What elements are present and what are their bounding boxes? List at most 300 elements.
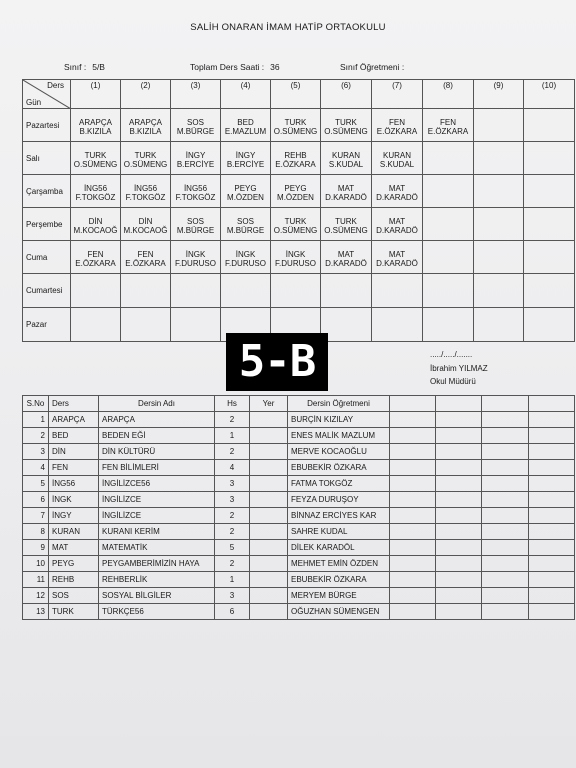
course-empty <box>529 492 575 508</box>
principal-title: Okul Müdürü <box>430 377 476 386</box>
course-no: 6 <box>23 492 49 508</box>
course-hours: 2 <box>215 412 250 428</box>
lesson-cell-content <box>423 323 473 326</box>
course-hours: 1 <box>215 428 250 444</box>
course-name: PEYGAMBERİMİZİN HAYA <box>99 556 215 572</box>
lesson-cell <box>474 142 524 175</box>
course-empty <box>482 540 529 556</box>
lesson-cell-content <box>372 148 422 169</box>
course-code: İNGK <box>49 492 99 508</box>
lesson-subject: FEN <box>389 117 405 127</box>
course-empty <box>482 572 529 588</box>
lesson-cell <box>71 175 121 208</box>
header-ders: Ders <box>49 396 99 412</box>
lesson-subject: FEN <box>87 249 104 259</box>
lesson-cell-content <box>71 214 120 235</box>
lesson-cell <box>423 142 474 175</box>
course-empty <box>529 444 575 460</box>
course-empty <box>436 524 482 540</box>
lesson-cell <box>221 208 271 241</box>
lesson-cell-content <box>372 247 422 268</box>
lesson-cell <box>121 142 171 175</box>
course-row <box>23 588 575 604</box>
total-hours-value: 36 <box>270 62 280 72</box>
class-value: 5/B <box>92 62 105 72</box>
course-empty <box>529 572 575 588</box>
lesson-cell <box>71 308 121 342</box>
lesson-cell-content <box>171 181 220 202</box>
lesson-cell <box>171 241 221 274</box>
course-empty <box>390 588 436 604</box>
lesson-cell-content <box>372 214 422 235</box>
course-no: 2 <box>23 428 49 444</box>
course-row <box>23 540 575 556</box>
course-empty <box>529 412 575 428</box>
period-header: (9) <box>474 80 524 109</box>
period-header: (2) <box>121 80 171 109</box>
header-empty <box>390 396 436 412</box>
lesson-cell-content <box>474 190 523 193</box>
period-header: (8) <box>423 80 474 109</box>
lesson-cell <box>171 308 221 342</box>
lesson-cell-content <box>423 157 473 160</box>
timetable-row-cuma <box>23 241 575 274</box>
course-teacher: MERYEM BÜRGE <box>288 588 390 604</box>
course-empty <box>436 588 482 604</box>
lesson-teacher: O.SÜMENG <box>73 159 118 169</box>
lesson-teacher: E.ÖZKARA <box>427 126 469 136</box>
lesson-cell-content <box>121 323 170 326</box>
course-no: 7 <box>23 508 49 524</box>
course-teacher: EBUBEKİR ÖZKARA <box>288 572 390 588</box>
lesson-cell <box>423 308 474 342</box>
course-name: BEDEN EĞİ <box>99 428 215 444</box>
lesson-cell <box>221 241 271 274</box>
course-room <box>250 556 288 572</box>
lesson-subject: İNG56 <box>83 183 108 193</box>
course-empty <box>390 412 436 428</box>
lesson-cell-content <box>221 181 270 202</box>
course-room <box>250 460 288 476</box>
lesson-cell <box>524 142 575 175</box>
header-empty <box>436 396 482 412</box>
lesson-teacher: F.TOKGÖZ <box>75 192 116 202</box>
course-teacher: BURÇİN KIZILAY <box>288 412 390 428</box>
course-empty <box>482 492 529 508</box>
lesson-subject: TURK <box>284 216 307 226</box>
course-teacher: DİLEK KARADÖL <box>288 540 390 556</box>
lesson-cell-content <box>372 289 422 292</box>
lesson-subject: TURK <box>335 216 357 226</box>
lesson-cell <box>321 241 372 274</box>
lesson-teacher: M.KOCAOĞ <box>123 225 168 235</box>
period-header: (4) <box>221 80 271 109</box>
lesson-subject: İNGY <box>185 150 206 160</box>
course-room <box>250 524 288 540</box>
lesson-cell-content <box>474 289 523 292</box>
lesson-cell-content <box>524 157 574 160</box>
lesson-cell-content <box>321 247 371 268</box>
course-empty <box>482 588 529 604</box>
lesson-cell-content <box>321 148 371 169</box>
lesson-teacher: O.SÜMENG <box>123 159 168 169</box>
header-hs: Hs <box>215 396 250 412</box>
school-name: SALİH ONARAN İMAM HATİP ORTAOKULU <box>190 22 386 33</box>
lesson-cell-content <box>423 190 473 193</box>
lesson-teacher: E.ÖZKARA <box>125 258 166 268</box>
course-name: İNGİLİZCE <box>99 492 215 508</box>
course-row <box>23 444 575 460</box>
lesson-cell-content <box>423 256 473 259</box>
lesson-cell-content <box>474 157 523 160</box>
lesson-teacher: M.BÜRGE <box>176 126 215 136</box>
lesson-cell <box>423 241 474 274</box>
course-empty <box>482 524 529 540</box>
lesson-cell-content <box>71 148 120 169</box>
lesson-teacher: E.ÖZKARA <box>275 159 316 169</box>
corner-ders-label: Ders <box>47 81 64 90</box>
course-row <box>23 412 575 428</box>
course-empty <box>529 524 575 540</box>
course-no: 8 <box>23 524 49 540</box>
lesson-cell <box>474 109 524 142</box>
class-big-label: 5-B <box>226 333 328 391</box>
lesson-cell <box>372 274 423 308</box>
lesson-cell <box>71 109 121 142</box>
lesson-cell-content <box>474 323 523 326</box>
lesson-cell <box>171 175 221 208</box>
lesson-teacher: F.TOKGÖZ <box>175 192 216 202</box>
lesson-cell <box>171 274 221 308</box>
lesson-teacher: D.KARADÖ <box>376 192 418 202</box>
lesson-cell-content <box>71 181 120 202</box>
course-name: SOSYAL BİLGİLER <box>99 588 215 604</box>
course-teacher: OĞUZHAN SÜMENGEN <box>288 604 390 620</box>
period-header: (1) <box>71 80 121 109</box>
course-name: DİN KÜLTÜRÜ <box>99 444 215 460</box>
lesson-cell-content <box>171 115 220 136</box>
course-name: ARAPÇA <box>99 412 215 428</box>
lesson-cell-content <box>524 289 574 292</box>
day-label: Çarşamba <box>23 175 71 208</box>
lesson-cell <box>372 208 423 241</box>
lesson-cell-content <box>121 214 170 235</box>
course-empty <box>436 492 482 508</box>
lesson-cell-content <box>321 115 371 136</box>
lesson-cell <box>524 274 575 308</box>
lesson-cell-content <box>524 323 574 326</box>
lesson-cell-content <box>321 323 371 326</box>
lesson-subject: İNG56 <box>133 183 158 193</box>
course-empty <box>390 460 436 476</box>
lesson-subject: MAT <box>337 249 355 259</box>
course-empty <box>529 556 575 572</box>
course-name: MATEMATİK <box>99 540 215 556</box>
lesson-cell <box>321 274 372 308</box>
course-empty <box>390 476 436 492</box>
course-hours: 5 <box>215 540 250 556</box>
course-empty <box>436 540 482 556</box>
lesson-cell-content <box>121 115 170 136</box>
lesson-teacher: M.BÜRGE <box>176 225 215 235</box>
lesson-subject: SOS <box>187 117 204 127</box>
lesson-cell <box>271 175 321 208</box>
lesson-cell <box>121 274 171 308</box>
lesson-teacher: D.KARADÖ <box>325 258 367 268</box>
course-empty <box>390 572 436 588</box>
lesson-cell-content <box>321 289 371 292</box>
lesson-cell-content <box>321 181 371 202</box>
lesson-cell <box>271 109 321 142</box>
course-name: TÜRKÇE56 <box>99 604 215 620</box>
lesson-subject: İNGK <box>235 249 256 259</box>
lesson-cell <box>221 274 271 308</box>
lesson-subject: TURK <box>335 117 357 127</box>
timetable-row-çarşamba <box>23 175 575 208</box>
lesson-teacher: E.ÖZKARA <box>376 126 418 136</box>
lesson-cell <box>372 175 423 208</box>
course-row <box>23 476 575 492</box>
course-name: REHBERLİK <box>99 572 215 588</box>
day-label: Perşembe <box>23 208 71 241</box>
course-hours: 2 <box>215 508 250 524</box>
lesson-cell <box>121 241 171 274</box>
lesson-cell <box>121 109 171 142</box>
course-teacher: FEYZA DURUŞOY <box>288 492 390 508</box>
course-empty <box>482 428 529 444</box>
course-room <box>250 492 288 508</box>
lesson-cell <box>321 308 372 342</box>
course-empty <box>529 460 575 476</box>
lesson-cell <box>121 175 171 208</box>
lesson-subject: TURK <box>284 117 307 127</box>
lesson-cell <box>372 241 423 274</box>
lesson-subject: İNGY <box>235 150 256 160</box>
lesson-teacher: B.KIZILA <box>79 126 112 136</box>
lesson-cell-content <box>121 148 170 169</box>
lesson-cell-content <box>271 115 320 136</box>
lesson-cell <box>372 308 423 342</box>
lesson-cell-content <box>423 115 473 136</box>
course-empty <box>529 428 575 444</box>
lesson-subject: ARAPÇA <box>129 117 162 127</box>
lesson-cell-content <box>221 323 270 326</box>
course-code: DİN <box>49 444 99 460</box>
lesson-cell-content <box>171 323 220 326</box>
course-hours: 2 <box>215 524 250 540</box>
lesson-cell <box>423 175 474 208</box>
course-no: 10 <box>23 556 49 572</box>
lesson-cell <box>524 208 575 241</box>
course-empty <box>482 460 529 476</box>
lesson-cell-content <box>271 214 320 235</box>
course-room <box>250 444 288 460</box>
lesson-teacher: E.MAZLUM <box>224 126 267 136</box>
course-row <box>23 524 575 540</box>
lesson-cell <box>221 142 271 175</box>
course-empty <box>390 540 436 556</box>
lesson-cell <box>271 208 321 241</box>
lesson-cell-content <box>221 214 270 235</box>
lesson-teacher: O.SÜMENG <box>273 225 318 235</box>
lesson-cell-content <box>221 247 270 268</box>
lesson-subject: DİN <box>138 216 153 226</box>
course-empty <box>482 604 529 620</box>
course-hours: 1 <box>215 572 250 588</box>
lesson-cell-content <box>321 214 371 235</box>
course-code: FEN <box>49 460 99 476</box>
lesson-teacher: O.SÜMENG <box>324 225 368 235</box>
lesson-teacher: F.DURUSO <box>225 258 266 268</box>
lesson-cell <box>474 274 524 308</box>
lesson-cell <box>372 109 423 142</box>
timetable-header-row <box>23 80 575 109</box>
course-empty <box>436 428 482 444</box>
lesson-cell <box>423 274 474 308</box>
lesson-subject: REHB <box>284 150 307 160</box>
course-teacher: EBUBEKİR ÖZKARA <box>288 460 390 476</box>
course-room <box>250 508 288 524</box>
course-empty <box>390 524 436 540</box>
course-no: 13 <box>23 604 49 620</box>
lesson-cell <box>171 109 221 142</box>
lesson-cell-content <box>271 289 320 292</box>
lesson-cell <box>221 175 271 208</box>
lesson-cell-content <box>372 323 422 326</box>
lesson-teacher: M.ÖZDEN <box>277 192 314 202</box>
course-empty <box>390 508 436 524</box>
course-row <box>23 492 575 508</box>
lesson-cell-content <box>221 289 270 292</box>
course-hours: 4 <box>215 460 250 476</box>
timetable-row-pazartesi <box>23 109 575 142</box>
lesson-cell-content <box>71 115 120 136</box>
course-empty <box>436 412 482 428</box>
course-code: İNG56 <box>49 476 99 492</box>
lesson-cell <box>71 208 121 241</box>
header-yer: Yer <box>250 396 288 412</box>
lesson-cell <box>71 241 121 274</box>
lesson-cell-content <box>423 289 473 292</box>
course-code: İNGY <box>49 508 99 524</box>
course-empty <box>436 444 482 460</box>
day-label: Salı <box>23 142 71 175</box>
lesson-subject: MAT <box>388 249 406 259</box>
lesson-cell-content <box>71 247 120 268</box>
course-list-table <box>22 395 575 620</box>
course-room <box>250 604 288 620</box>
period-header: (5) <box>271 80 321 109</box>
course-teacher: BİNNAZ ERCİYES KAR <box>288 508 390 524</box>
weekly-timetable <box>22 79 575 342</box>
lesson-cell <box>271 142 321 175</box>
lesson-cell-content <box>524 124 574 127</box>
course-empty <box>436 556 482 572</box>
course-room <box>250 428 288 444</box>
lesson-cell <box>474 308 524 342</box>
lesson-cell-content <box>71 289 120 292</box>
course-hours: 2 <box>215 444 250 460</box>
course-teacher: MEHMET EMİN ÖZDEN <box>288 556 390 572</box>
lesson-subject: TURK <box>134 150 157 160</box>
lesson-teacher: O.SÜMENG <box>273 126 318 136</box>
course-empty <box>390 492 436 508</box>
course-empty <box>436 572 482 588</box>
lesson-subject: MAT <box>337 183 355 193</box>
course-empty <box>436 476 482 492</box>
day-label: Cuma <box>23 241 71 274</box>
period-header: (10) <box>524 80 575 109</box>
header-dersin-adi: Dersin Adı <box>99 396 215 412</box>
header-empty <box>529 396 575 412</box>
lesson-cell-content <box>271 323 320 326</box>
period-header: (7) <box>372 80 423 109</box>
course-no: 1 <box>23 412 49 428</box>
lesson-subject: KURAN <box>382 150 411 160</box>
header-empty <box>482 396 529 412</box>
course-hours: 6 <box>215 604 250 620</box>
course-name: FEN BİLİMLERİ <box>99 460 215 476</box>
lesson-teacher: F.TOKGÖZ <box>125 192 166 202</box>
lesson-subject: TURK <box>84 150 107 160</box>
lesson-subject: PEYG <box>284 183 307 193</box>
lesson-teacher: O.SÜMENG <box>324 126 368 136</box>
course-empty <box>390 604 436 620</box>
lesson-cell <box>221 109 271 142</box>
lesson-teacher: B.KIZILA <box>129 126 162 136</box>
lesson-subject: SOS <box>187 216 204 226</box>
lesson-cell <box>121 308 171 342</box>
course-empty <box>482 444 529 460</box>
lesson-cell-content <box>524 190 574 193</box>
course-room <box>250 476 288 492</box>
lesson-cell <box>171 142 221 175</box>
course-empty <box>482 556 529 572</box>
course-empty <box>529 476 575 492</box>
lesson-subject: İNGK <box>285 249 306 259</box>
timetable-row-salı <box>23 142 575 175</box>
lesson-teacher: F.DURUSO <box>275 258 316 268</box>
course-no: 12 <box>23 588 49 604</box>
total-hours-label: Toplam Ders Saati : <box>190 62 265 72</box>
course-row <box>23 604 575 620</box>
signature-date: ...../...../....... <box>430 350 473 359</box>
period-header: (3) <box>171 80 221 109</box>
day-label: Pazar <box>23 308 71 342</box>
course-empty <box>390 556 436 572</box>
principal-name: İbrahim YILMAZ <box>430 364 488 373</box>
course-code: ARAPÇA <box>49 412 99 428</box>
course-code: REHB <box>49 572 99 588</box>
day-label: Pazartesi <box>23 109 71 142</box>
course-name: İNGİLİZCE <box>99 508 215 524</box>
course-room <box>250 572 288 588</box>
timetable-row-perşembe <box>23 208 575 241</box>
class-label: Sınıf : <box>64 62 87 72</box>
lesson-subject: FEN <box>137 249 154 259</box>
timetable-row-cumartesi <box>23 274 575 308</box>
course-teacher: SAHRE KUDAL <box>288 524 390 540</box>
course-code: TURK <box>49 604 99 620</box>
class-teacher-label: Sınıf Öğretmeni : <box>340 62 405 72</box>
lesson-cell-content <box>372 115 422 136</box>
course-empty <box>529 588 575 604</box>
lesson-teacher: D.KARADÖ <box>376 258 418 268</box>
lesson-cell <box>474 208 524 241</box>
lesson-cell <box>321 142 372 175</box>
lesson-cell <box>321 175 372 208</box>
lesson-subject: ARAPÇA <box>79 117 112 127</box>
